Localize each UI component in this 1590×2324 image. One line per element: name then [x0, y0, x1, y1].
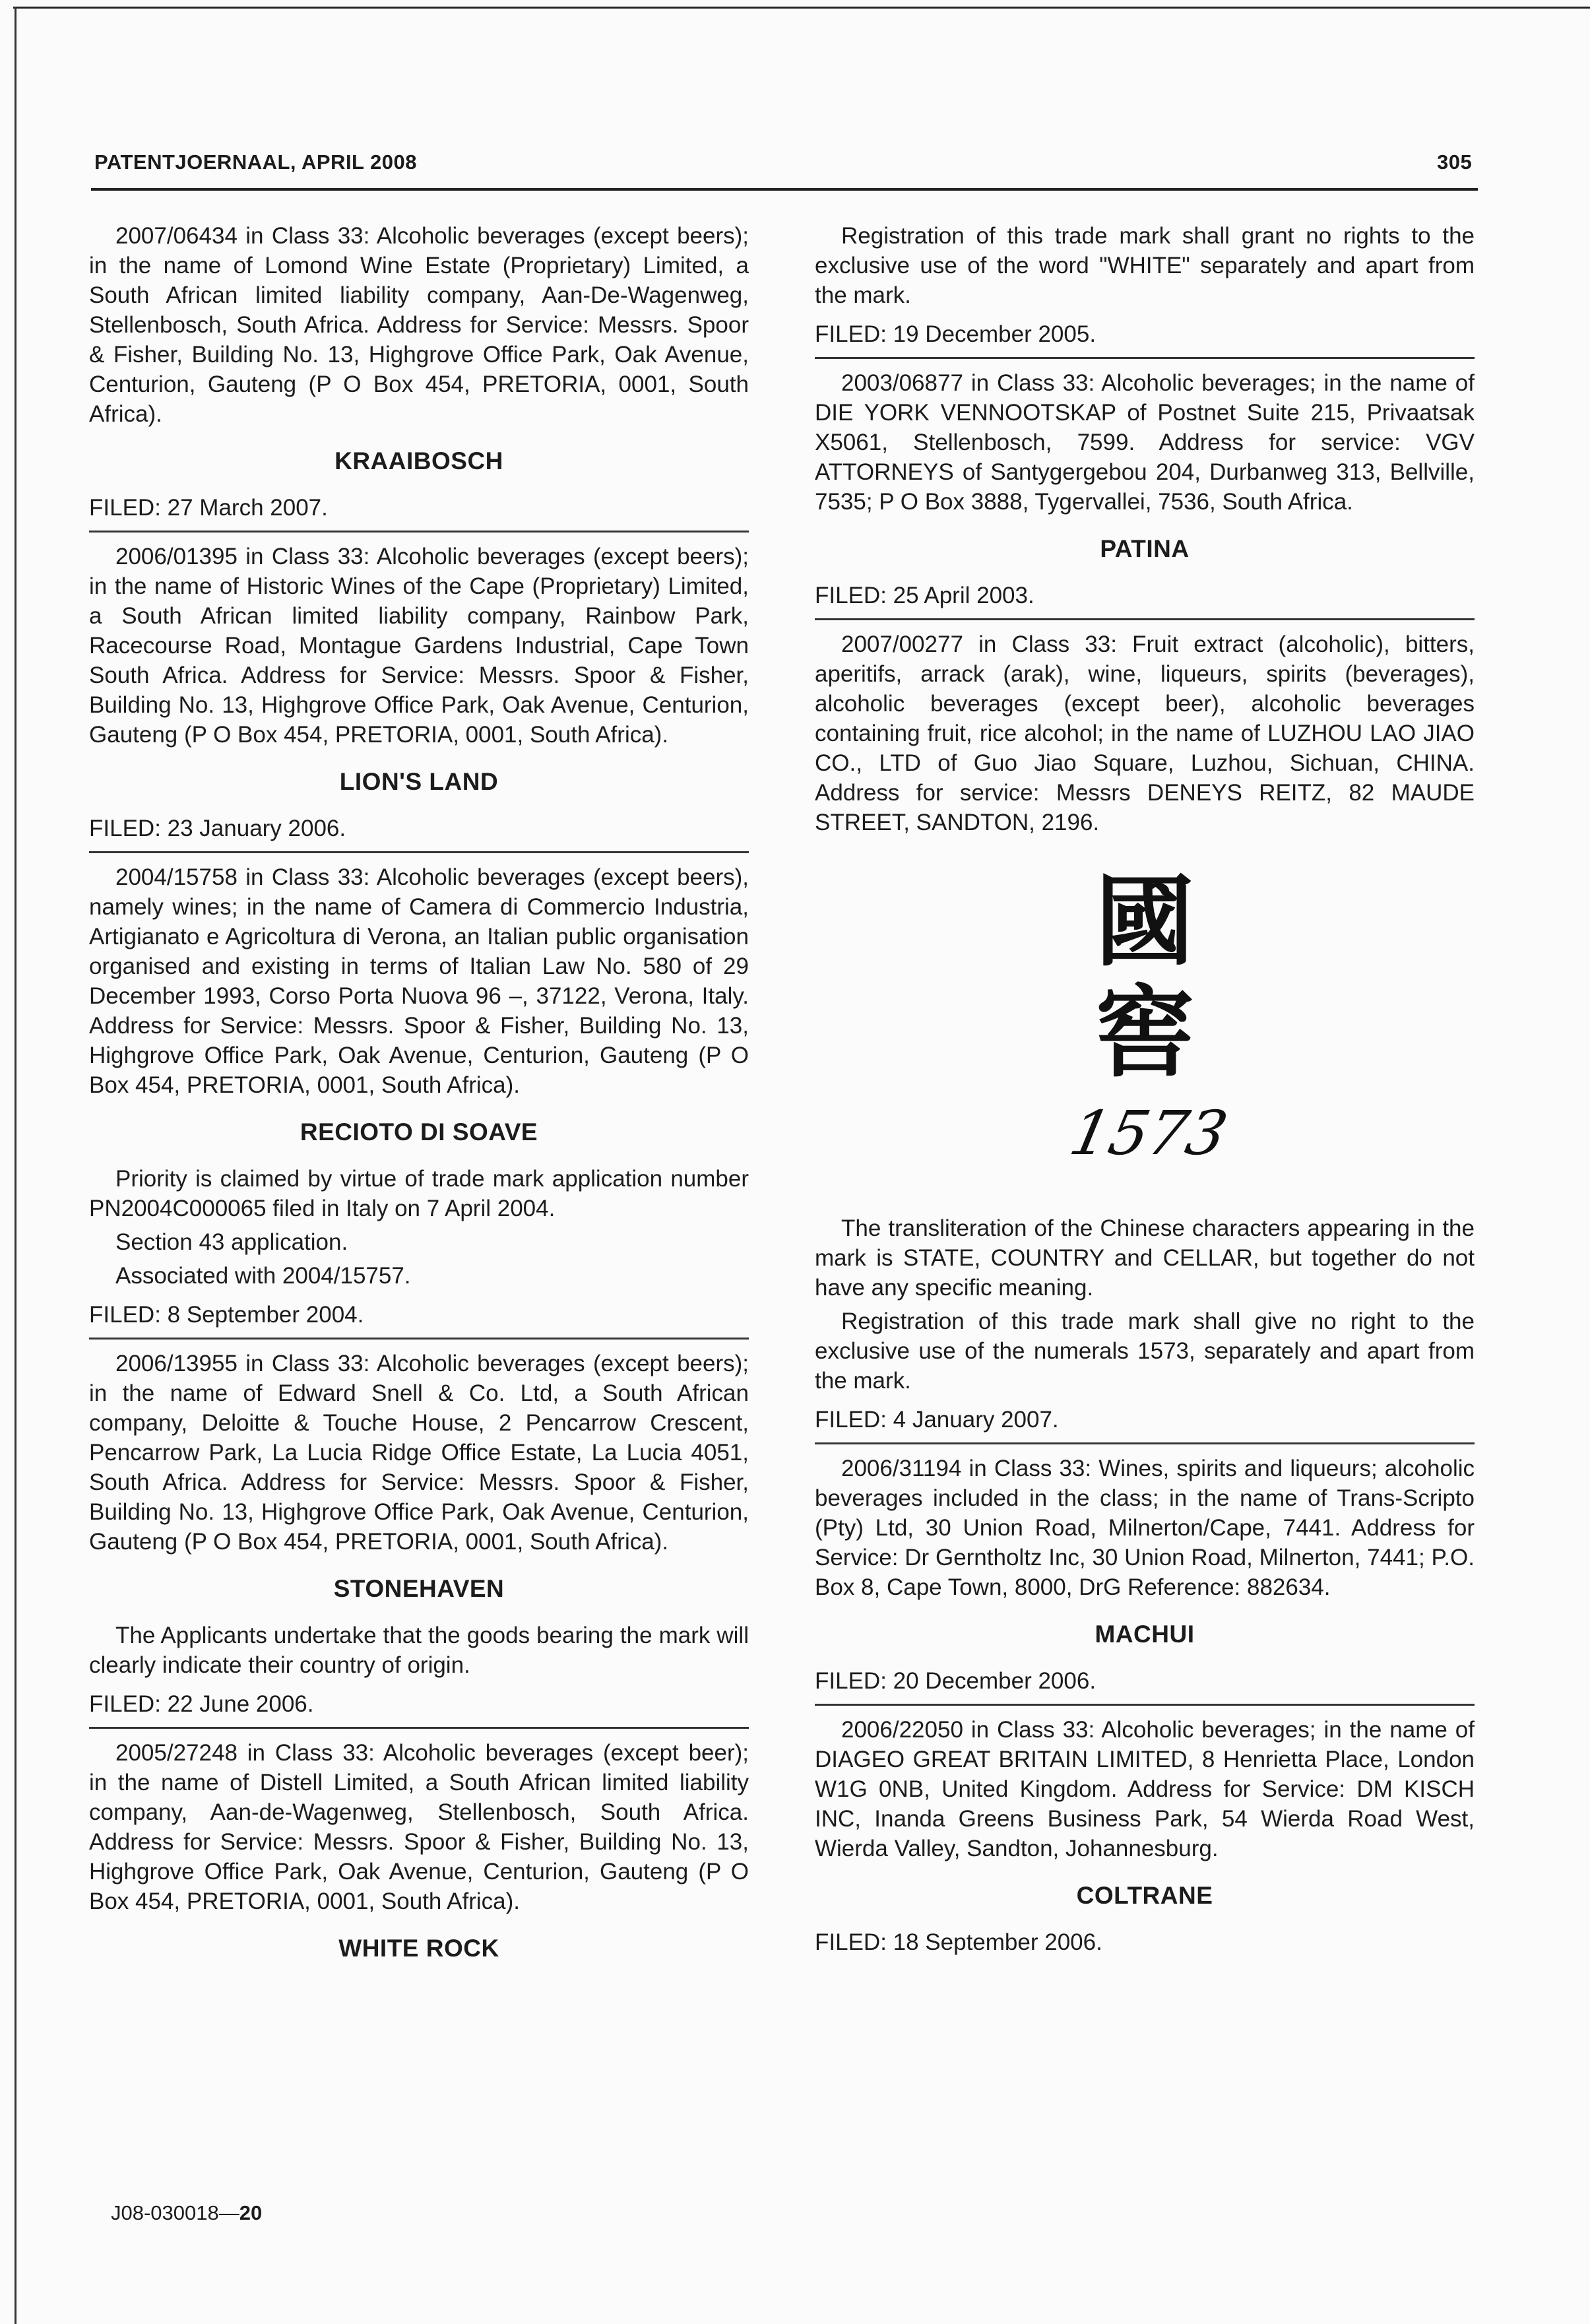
- entry-text: 2006/13955 in Class 33: Alcoholic beverages (except beers); in the name of Edward Snell & Co. Ltd, a South African company, Deloitte & Touche House, 2 Pencarrow Crescent, Pencarrow Park, La Lucia Ridge Office Estate, La Lucia 4051, South Africa. Address for Service: Messrs. Spoor & Fisher, Building No. 13, Highgrove Office Park, Oak Avenue, Centurion, Gauteng (P O Box 454, PRETORIA, 0001, South Africa).: [89, 1351, 749, 1555]
- endorsement-note: The Applicants undertake that the goods bearing the mark will clearly indicate their country of origin.: [89, 1623, 749, 1678]
- trade-mark-name: KRAAIBOSCH: [334, 447, 503, 474]
- filed-date: FILED: 4 January 2007.: [815, 1407, 1059, 1433]
- entry-text: 2006/22050 in Class 33: Alcoholic beverages; in the name of DIAGEO GREAT BRITAIN LIMITED, 8 Henrietta Place, London W1G 0NB, United Kingdom. Address for Service: DM KISCH INC, Inanda Greens Business Park, 54 Wierda Road West, Wierda Valley, Sandton, Johannesburg.: [815, 1717, 1475, 1861]
- disclaimer-note: Registration of this trade mark shall give no right to the exclusive use of the numerals 1573, separately and apart from the mark.: [815, 1308, 1475, 1394]
- trade-mark-name: COLTRANE: [1076, 1882, 1213, 1909]
- trade-mark-name: PATINA: [1100, 535, 1190, 562]
- entry-text: 2006/01395 in Class 33: Alcoholic beverages (except beers); in the name of Historic Wines of the Cape (Proprietary) Limited, a South African limited liability company, Rainbow Park, Racecourse Road, Montague Gardens Industrial, Cape Town South Africa. Address for Service: Messrs. Spoor & Fisher, Building No. 13, Highgrove Office Park, Oak Avenue, Centurion, Gauteng (P O Box 454, PRETORIA, 0001, South Africa).: [89, 544, 749, 748]
- logo-char-jiao: 窖: [1095, 975, 1195, 1091]
- entry-text: 2006/31194 in Class 33: Wines, spirits and liqueurs; alcoholic beverages included in the class; in the name of Trans-Scripto (Pty) Ltd, 30 Union Road, Milnerton/Cape, 7441. Address for Service: Dr Gerntholtz Inc, 30 Union Road, Milnerton, 7441; P.O. Box 8, Cape Town, 8000, DrG Reference: 882634.: [815, 1456, 1475, 1600]
- entry-divider: [89, 1338, 749, 1340]
- filed-date: FILED: 27 March 2007.: [89, 495, 328, 521]
- footer-code: J08-030018: [111, 2201, 219, 2224]
- entry-divider: [89, 531, 749, 533]
- filed-date: FILED: 23 January 2006.: [89, 816, 346, 841]
- logo-numerals: 1573: [1064, 1097, 1234, 1169]
- filed-date: FILED: 19 December 2005.: [815, 321, 1097, 347]
- header-rule: [91, 188, 1478, 191]
- journal-title: PATENTJOERNAAL, APRIL 2008: [94, 150, 418, 174]
- entry-text: 2007/06434 in Class 33: Alcoholic beverages (except beers); in the name of Lomond Wine Estate (Proprietary) Limited, a South African limited liability company, Aan-De-Wagenweg, Stellenbosch, South Africa. Address for Service: Messrs. Spoor & Fisher, Building No. 13, Highgrove Office Park, Oak Avenue, Centurion, Gauteng (P O Box 454, PRETORIA, 0001, South Africa).: [89, 223, 749, 427]
- trade-mark-name: MACHUI: [1095, 1621, 1195, 1648]
- chinese-characters-logo: [1036, 857, 1254, 1194]
- footer-sheet: 20: [239, 2201, 263, 2224]
- entry-divider: [89, 851, 749, 853]
- filed-date: FILED: 22 June 2006.: [89, 1691, 314, 1717]
- entry-divider: [815, 1704, 1475, 1706]
- entry-divider: [815, 618, 1475, 620]
- trade-mark-name: STONEHAVEN: [333, 1575, 505, 1602]
- entry-divider: [815, 1442, 1475, 1444]
- entry-text: 2005/27248 in Class 33: Alcoholic beverages (except beer); in the name of Distell Limited, a South African limited liability company, Aan-de-Wagenweg, Stellenbosch, South Africa. Address for Service: Messrs. Spoor & Fisher, Building No. 13, Highgrove Office Park, Oak Avenue, Centurion, Gauteng (P O Box 454, PRETORIA, 0001, South Africa).: [89, 1740, 749, 1914]
- entry-text: 2004/15758 in Class 33: Alcoholic beverages (except beers), namely wines; in the name of Camera di Commercio Industria, Artigianato e Agricoltura di Verona, an Italian public organisation organised and existing in terms of Italian Law No. 580 of 29 December 1993, Corso Porta Nuova 96 –, 37122, Verona, Italy. Address for Service: Messrs. Spoor & Fisher, Building No. 13, Highgrove Office Park, Oak Avenue, Centurion, Gauteng (P O Box 454, PRETORIA, 0001, South Africa).: [89, 864, 749, 1098]
- logo-char-guo: 國: [1095, 864, 1195, 980]
- disclaimer-note: Registration of this trade mark shall grant no rights to the exclusive use of the word "WHITE" separately and apart from the mark.: [815, 223, 1475, 308]
- priority-note: Priority is claimed by virtue of trade mark application number PN2004C000065 filed in Italy on 7 April 2004.: [89, 1166, 749, 1221]
- section-note: Section 43 application.: [115, 1229, 348, 1255]
- entry-divider: [815, 357, 1475, 359]
- transliteration-note: The transliteration of the Chinese characters appearing in the mark is STATE, COUNTRY and CELLAR, but together do not have any specific meaning.: [815, 1215, 1475, 1301]
- scan-border-top: [13, 7, 1590, 9]
- filed-date: FILED: 8 September 2004.: [89, 1302, 364, 1328]
- entry-text: 2007/00277 in Class 33: Fruit extract (alcoholic), bitters, aperitifs, arrack (arak), wine, liqueurs, spirits (beverages), alcoholic beverages (except beer), alcoholic beverages containing fruit, rice alcohol; in the name of LUZHOU LAO JIAO CO., LTD of Guo Jiao Square, Luzhou, Sichuan, CHINA. Address for service: Messrs DENEYS REITZ, 82 MAUDE STREET, SANDTON, 2196.: [815, 631, 1475, 835]
- filed-date: FILED: 20 December 2006.: [815, 1668, 1097, 1694]
- entry-text: 2003/06877 in Class 33: Alcoholic beverages; in the name of DIE YORK VENNOOTSKAP of Postnet Suite 215, Privaatsak X5061, Stellenbosch, 7599. Address for service: VGV ATTORNEYS of Santygergebou 204, Durbanweg 313, Bellville, 7535; P O Box 3888, Tygervallei, 7536, South Africa.: [815, 370, 1475, 515]
- entry-divider: [89, 1727, 749, 1729]
- footer-dash: —: [218, 2201, 239, 2224]
- footer-reference: [111, 2201, 262, 2225]
- trade-mark-name: LION'S LAND: [339, 768, 499, 795]
- scan-border-left: [15, 7, 16, 2324]
- trade-mark-name: WHITE ROCK: [338, 1935, 499, 1962]
- filed-date: FILED: 18 September 2006.: [815, 1929, 1102, 1955]
- left-column: [89, 221, 749, 1980]
- association-note: Associated with 2004/15757.: [115, 1263, 411, 1289]
- trade-mark-name: RECIOTO DI SOAVE: [300, 1118, 538, 1146]
- right-column: [815, 221, 1475, 1957]
- filed-date: FILED: 25 April 2003.: [815, 583, 1034, 608]
- page-number: 305: [1437, 150, 1473, 174]
- trade-mark-logo: [815, 857, 1475, 1194]
